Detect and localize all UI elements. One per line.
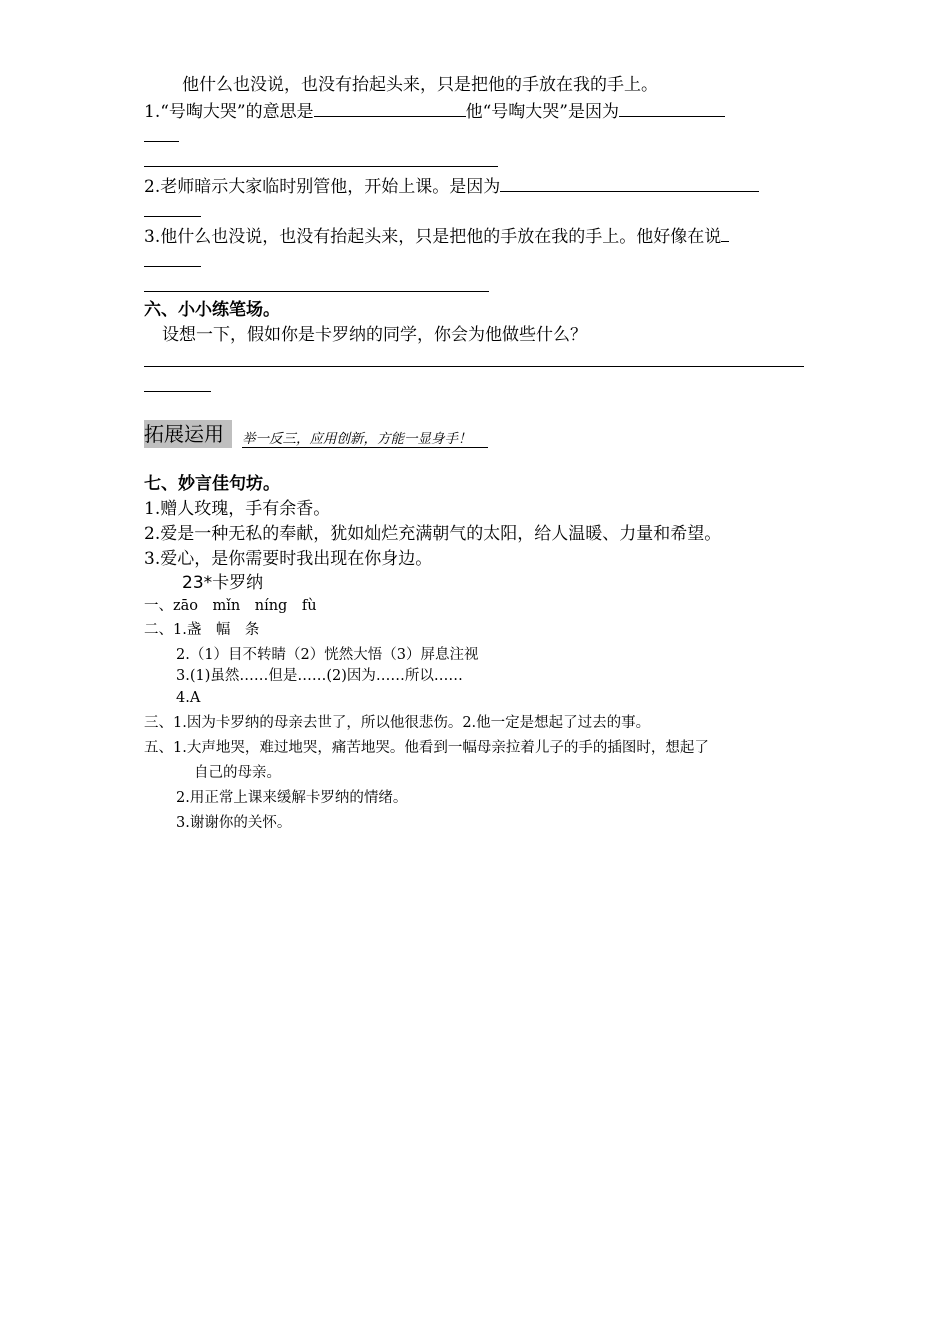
section-7-item: 2.爱是一种无私的奉献，犹如灿烂充满朝气的太阳，给人温暖、力量和希望。 [144,524,722,544]
answer-key-line: 五、1.大声地哭，难过地哭，痛苦地哭。他看到一幅母亲拉着儿子的手的插图时，想起了 [144,740,709,756]
answer-blank[interactable] [500,174,759,192]
answer-line[interactable] [144,266,201,267]
answer-line[interactable] [144,141,179,142]
question-3-text: 3.他什么也没说，也没有抬起头来，只是把他的手放在我的手上。他好像在说 [144,227,722,247]
extension-tag: 拓展运用 [144,420,232,448]
answer-key-line: 自己的母亲。 [194,765,281,781]
answer-blank[interactable] [314,99,466,117]
answer-key-line: 三、1.因为卡罗纳的母亲去世了，所以他很悲伤。2.他一定是想起了过去的事。 [144,715,651,731]
question-1-part-a: 1.“号啕大哭”的意思是 [144,102,314,122]
answer-key-line: 一、zāo mǐn níng fù [144,598,317,614]
answer-line[interactable] [144,391,211,392]
answer-line[interactable] [144,166,498,167]
passage-line: 他什么也没说，也没有抬起头来，只是把他的手放在我的手上。 [182,75,658,95]
answer-blank[interactable] [721,224,729,242]
answer-key-line: 4.A [176,690,201,706]
question-3 [144,224,729,248]
question-1-part-b: 他“号啕大哭”是因为 [465,102,619,122]
answer-key-line: 3.谢谢你的关怀。 [176,815,292,831]
section-7-item: 1.赠人玫瑰，手有余香。 [144,499,331,519]
answer-line[interactable] [144,291,489,292]
answer-line[interactable] [144,216,201,217]
question-2 [144,174,759,198]
question-2-text: 2.老师暗示大家临时别管他，开始上课。是因为 [144,177,501,197]
answer-key-line: 二、1.盏 幅 条 [144,622,260,638]
answer-key-line: 3.(1)虽然……但是……(2)因为……所以…… [176,668,463,684]
section-6-prompt: 设想一下，假如你是卡罗纳的同学，你会为他做些什么？ [162,325,587,345]
answer-key-title: 23*卡罗纳 [182,573,264,593]
section-7-item: 3.爱心，是你需要时我出现在你身边。 [144,549,433,569]
section-7-title: 七、妙言佳句坊。 [144,474,280,494]
answer-key-line: 2.（1）目不转睛（2）恍然大悟（3）屏息注视 [176,647,479,663]
question-1 [144,99,725,123]
answer-line[interactable] [144,366,804,367]
answer-blank[interactable] [619,99,725,117]
extension-motto: 举一反三，应用创新，方能一显身手！ [242,427,488,448]
section-6-title: 六、小小练笔场。 [144,300,280,320]
answer-key-line: 2.用正常上课来缓解卡罗纳的情绪。 [176,790,408,806]
